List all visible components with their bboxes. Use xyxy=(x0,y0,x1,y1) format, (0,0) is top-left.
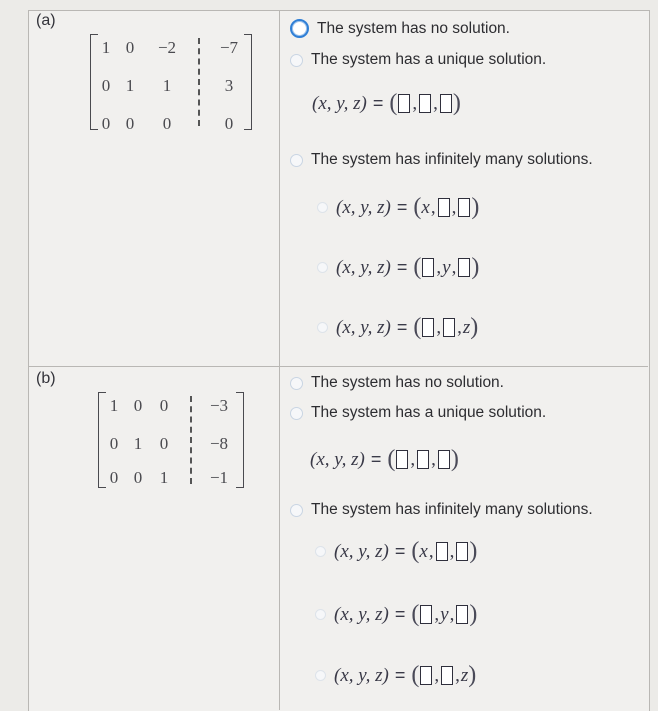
answer-box[interactable] xyxy=(420,666,432,685)
radio-icon[interactable] xyxy=(290,154,303,167)
eq-sign: = xyxy=(396,257,408,277)
radio-icon[interactable] xyxy=(315,609,326,620)
eq-sign: = xyxy=(394,604,406,624)
matrix-cell: 3 xyxy=(224,76,234,95)
part-a-label: (a) xyxy=(36,12,56,29)
matrix-cell: 0 xyxy=(109,468,119,487)
radio-icon[interactable] xyxy=(317,202,328,213)
answer-box[interactable] xyxy=(456,605,468,624)
eq-fixed-var: x xyxy=(421,196,430,218)
matrix-cell: 1 xyxy=(109,396,119,415)
option-a-infinite-eq3[interactable]: (x, y, z) = ( , , z ) xyxy=(317,314,478,341)
answer-box[interactable] xyxy=(436,542,448,561)
radio-icon[interactable] xyxy=(290,54,303,67)
matrix-cell: −3 xyxy=(209,396,229,415)
answer-box-x[interactable] xyxy=(398,94,410,113)
eq-sign: = xyxy=(372,93,384,113)
matrix-cell: −2 xyxy=(157,38,177,57)
eq-lhs: (x, y, z) xyxy=(336,256,391,278)
option-b-infinite-eq3[interactable]: (x, y, z) = ( , , z ) xyxy=(315,662,476,689)
option-b-infinite-eq1[interactable]: (x, y, z) = ( x , , ) xyxy=(315,538,477,565)
answer-box[interactable] xyxy=(456,542,468,561)
matrix-right-bracket xyxy=(236,392,244,488)
eq-sign: = xyxy=(394,665,406,685)
answer-box[interactable] xyxy=(441,666,453,685)
eq-lhs: (x, y, z) xyxy=(334,603,389,625)
radio-icon[interactable] xyxy=(290,377,303,390)
matrix-cell: 1 xyxy=(133,434,143,453)
matrix-cell: 0 xyxy=(224,114,234,133)
option-a-no-solution[interactable] xyxy=(290,19,510,38)
option-label: The system has infinitely many solutions. xyxy=(311,501,593,518)
eq-lhs: (x, y, z) xyxy=(336,316,391,338)
eq-fixed-var: x xyxy=(419,540,428,562)
option-label: The system has no solution. xyxy=(311,374,504,391)
matrix-cell: 0 xyxy=(162,114,172,133)
answer-box[interactable] xyxy=(422,258,434,277)
eq-fixed-var: y xyxy=(440,603,449,625)
matrix-cell: 1 xyxy=(125,76,135,95)
radio-icon[interactable] xyxy=(317,322,328,333)
matrix-cell: −8 xyxy=(209,434,229,453)
part-b-matrix xyxy=(98,392,244,488)
eq-sign: = xyxy=(396,197,408,217)
matrix-cell: 1 xyxy=(162,76,172,95)
eq-lhs: (x, y, z) xyxy=(334,540,389,562)
augment-divider xyxy=(190,396,192,484)
option-b-no-solution[interactable] xyxy=(290,374,504,392)
eq-sign: = xyxy=(396,317,408,337)
matrix-cell: 0 xyxy=(109,434,119,453)
answer-box-y[interactable] xyxy=(417,450,429,469)
matrix-cell: 0 xyxy=(159,434,169,453)
option-a-infinite[interactable] xyxy=(290,151,593,169)
option-b-infinite[interactable] xyxy=(290,501,593,519)
answer-box[interactable] xyxy=(458,258,470,277)
option-a-infinite-eq2[interactable]: (x, y, z) = ( , y , ) xyxy=(317,254,479,281)
answer-box-x[interactable] xyxy=(396,450,408,469)
eq-lhs: (x, y, z) xyxy=(334,664,389,686)
answer-box[interactable] xyxy=(422,318,434,337)
row-divider xyxy=(28,366,648,367)
answer-box-z[interactable] xyxy=(440,94,452,113)
answer-box-z[interactable] xyxy=(438,450,450,469)
eq-lhs: (x, y, z) xyxy=(336,196,391,218)
matrix-cell: 0 xyxy=(133,396,143,415)
matrix-cell: 0 xyxy=(125,114,135,133)
option-label: The system has a unique solution. xyxy=(311,51,547,68)
radio-icon[interactable] xyxy=(290,504,303,517)
column-divider xyxy=(279,10,280,710)
answer-box[interactable] xyxy=(443,318,455,337)
option-label: The system has no solution. xyxy=(317,19,510,37)
eq-sign: = xyxy=(394,541,406,561)
option-a-unique-equation: (x, y, z) = ( , , ) xyxy=(312,90,461,116)
matrix-cell: 0 xyxy=(159,396,169,415)
option-b-infinite-eq2[interactable]: (x, y, z) = ( , y , ) xyxy=(315,601,477,628)
eq-lhs: (x, y, z) xyxy=(312,92,367,114)
matrix-cell: 0 xyxy=(101,114,111,133)
option-b-unique[interactable] xyxy=(290,404,546,422)
eq-lhs: (x, y, z) xyxy=(310,448,365,470)
matrix-cell: 0 xyxy=(101,76,111,95)
matrix-cell: 0 xyxy=(133,468,143,487)
radio-icon[interactable] xyxy=(315,670,326,681)
option-label: The system has a unique solution. xyxy=(311,404,547,421)
radio-selected-icon[interactable] xyxy=(290,19,309,38)
answer-box[interactable] xyxy=(438,198,450,217)
part-b-label: (b) xyxy=(36,370,56,387)
matrix-cell: 1 xyxy=(101,38,111,57)
matrix-cell: −7 xyxy=(219,38,239,57)
option-a-infinite-eq1[interactable]: (x, y, z) = ( x , , ) xyxy=(317,194,479,221)
part-a-matrix xyxy=(90,34,252,133)
eq-sign: = xyxy=(370,449,382,469)
option-a-unique[interactable] xyxy=(290,51,546,69)
answer-box-y[interactable] xyxy=(419,94,431,113)
radio-icon[interactable] xyxy=(315,546,326,557)
radio-icon[interactable] xyxy=(317,262,328,273)
augment-divider xyxy=(198,38,200,126)
radio-icon[interactable] xyxy=(290,407,303,420)
eq-fixed-var: y xyxy=(442,256,451,278)
eq-fixed-var: z xyxy=(462,316,471,338)
matrix-cell: −1 xyxy=(209,468,229,487)
answer-box[interactable] xyxy=(458,198,470,217)
answer-box[interactable] xyxy=(420,605,432,624)
option-b-unique-equation: (x, y, z) = ( , , ) xyxy=(310,446,459,472)
eq-fixed-var: z xyxy=(460,664,469,686)
matrix-cell: 0 xyxy=(125,38,135,57)
option-label: The system has infinitely many solutions. xyxy=(311,151,593,168)
matrix-cell: 1 xyxy=(159,468,169,487)
